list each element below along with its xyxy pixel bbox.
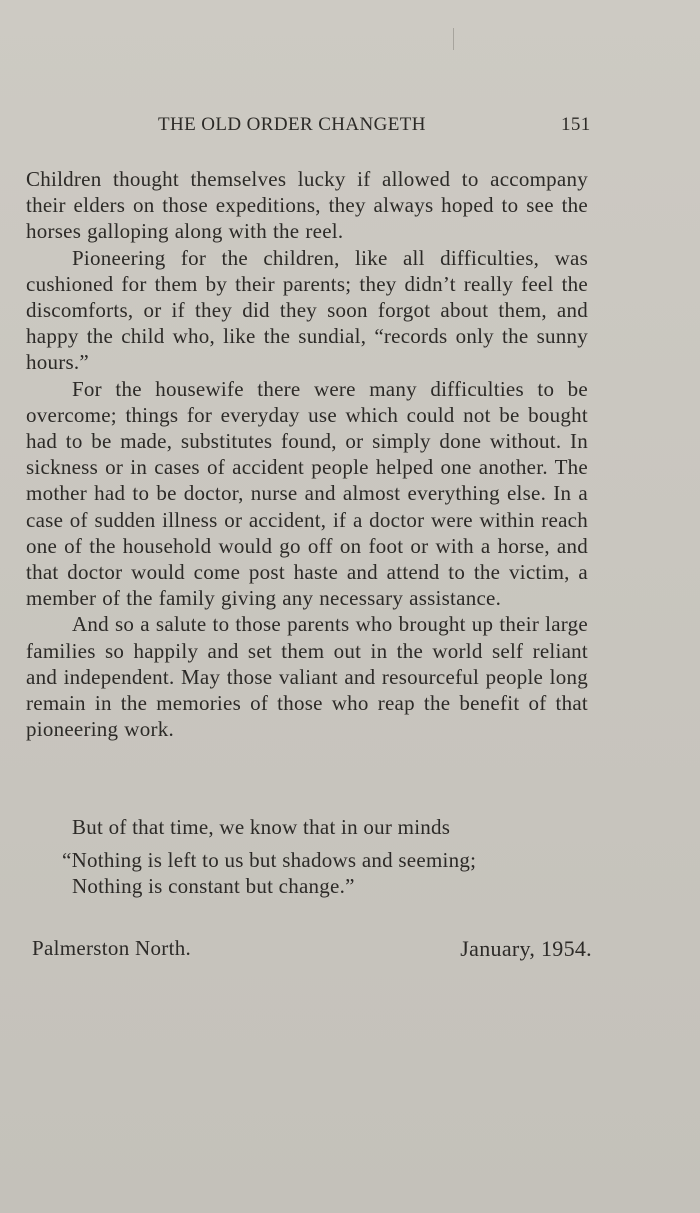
page-scan-mark	[453, 28, 454, 50]
paragraph-2: Pioneering for the children, like all difficulties, was cushioned for them by their parents; they didn’t really feel the discomforts, or if they did they soon forgot about them, and happy the child who, like the sundial, “records only the sunny hours.”	[26, 245, 588, 375]
paragraph-4: And so a salute to those parents who brought up their large families so happily and set them out in the world self reliant and independent. May those valiant and resourceful people long remain in the memories of those who reap the benefit of that pioneering work.	[26, 612, 588, 742]
signoff-date: January, 1954.	[460, 936, 592, 961]
verse-intro: But of that time, we know that in our minds	[72, 815, 451, 839]
running-title: THE OLD ORDER CHANGETH	[158, 114, 426, 135]
page-number: 151	[561, 114, 591, 135]
verse-line-2: Nothing is constant but change.”	[72, 874, 355, 898]
closing-verse	[62, 814, 592, 900]
verse-line-1: “Nothing is left to us but shadows and seeming;	[62, 847, 477, 872]
paragraph-3: For the housewife there were many difficulties to be overcome; things for everyday use which could not be bought had to be made, substitutes found, or simply done without. In sickness or in cases of accident people helped one another. The mother had to be doctor, nurse and almost everything else. In a case of sudden illness or accident, if a doctor were within reach one of the household would go off on foot or with a horse, and that doctor would come post haste and attend to the victim, a member of the family giving any necessary assistance.	[26, 376, 588, 611]
running-head	[0, 114, 700, 138]
body-text	[26, 166, 588, 742]
signoff	[0, 936, 700, 966]
signoff-place: Palmerston North.	[32, 936, 192, 960]
paragraph-1: Children thought themselves lucky if allowed to accompany their elders on those expeditions, they always hoped to see the horses galloping along with the reel.	[26, 167, 588, 244]
